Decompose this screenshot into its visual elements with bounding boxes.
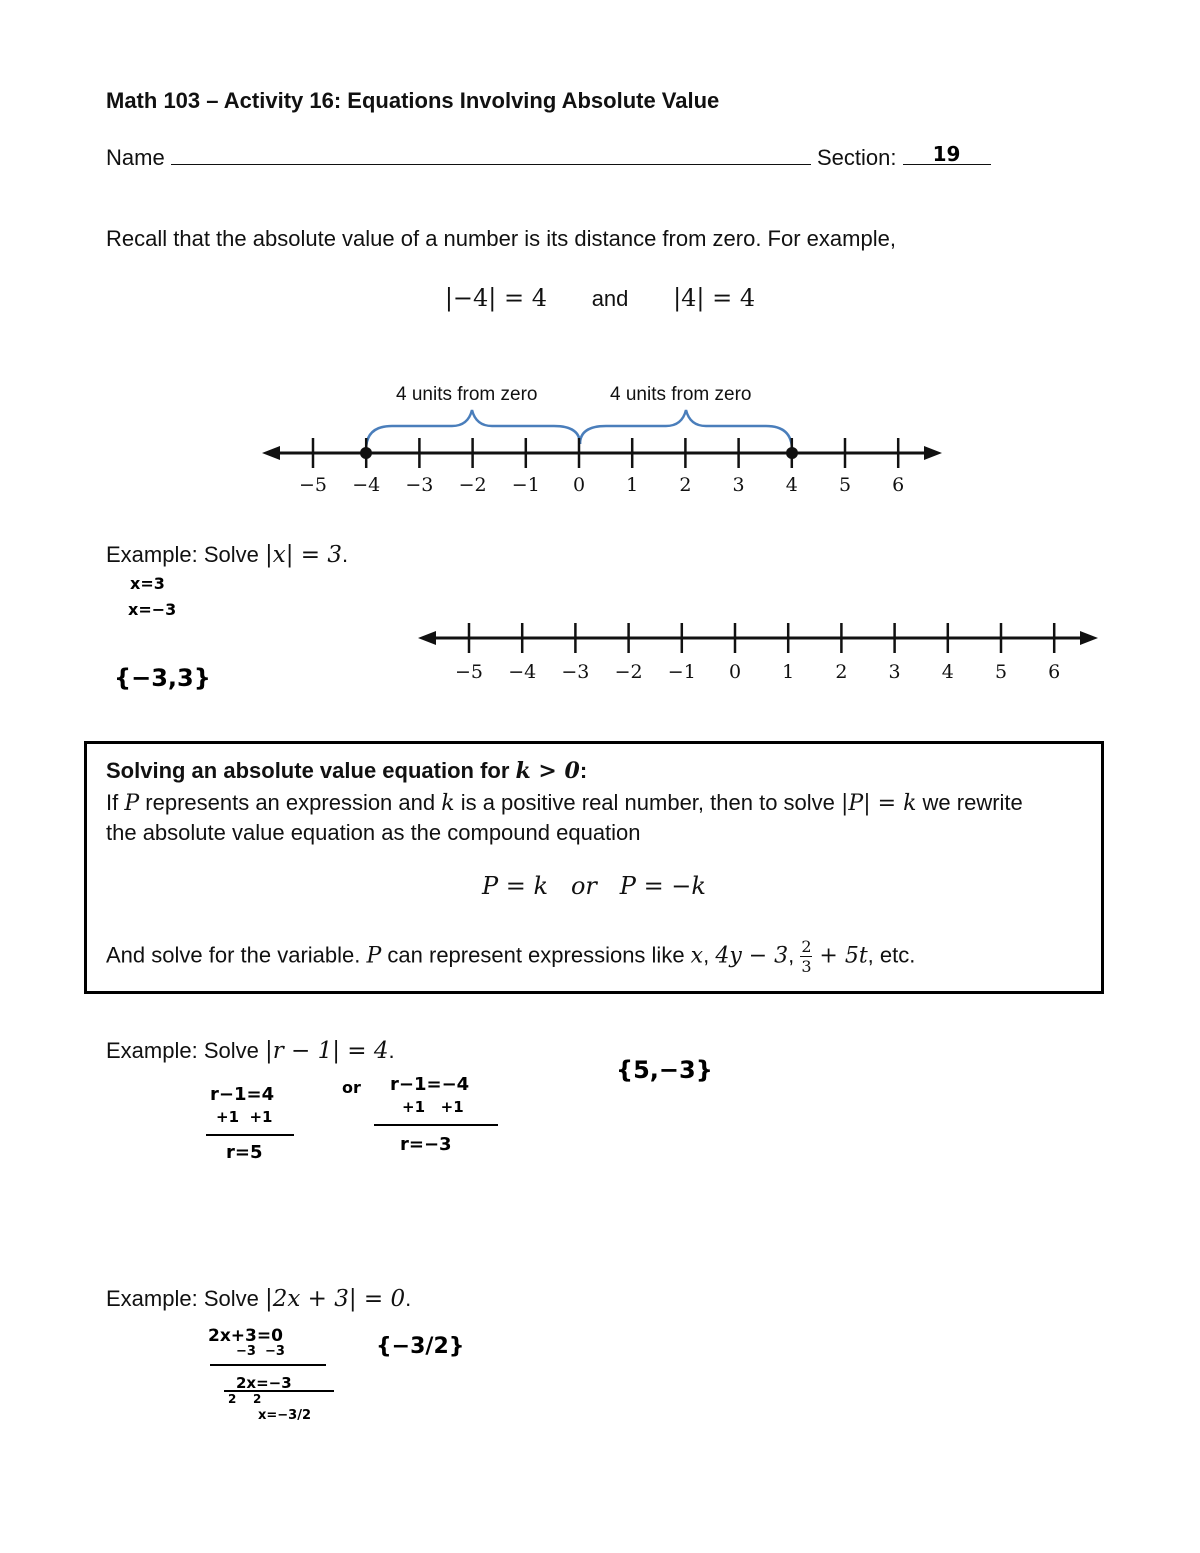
rule-line1: [106, 790, 1023, 816]
tick-label: −2: [458, 474, 487, 496]
example2-hw-a3: r=5: [226, 1142, 263, 1163]
rule-var-p: P: [124, 791, 140, 816]
tick-label: 1: [782, 661, 795, 683]
example3-hw-1: 2x+3=0: [208, 1326, 283, 1346]
rule-expr-5t: + 5t: [812, 943, 868, 969]
tick-label: −3: [405, 474, 434, 496]
rule-text: If: [106, 790, 125, 815]
abs-example-left: |−4| = 4: [444, 284, 548, 312]
section-label: Section:: [816, 145, 897, 170]
arrow-right-icon: [924, 446, 942, 460]
example1-prompt: Example: Solve: [106, 542, 265, 567]
tick-label: 3: [888, 661, 901, 683]
rule-var-p: P: [366, 943, 382, 969]
rule-text: can represent expressions like: [381, 942, 691, 968]
rule-text: ,: [703, 942, 716, 968]
tick-label: −4: [508, 661, 537, 683]
section-value: 19: [932, 142, 961, 166]
rule-text: is a positive real number, then to solve: [454, 790, 842, 815]
rule-eq-abs: |P| = k: [841, 791, 917, 816]
example1-hw-line2: x=−3: [128, 600, 177, 619]
example2-line: [106, 1038, 395, 1064]
example2-hw-rule-a: [206, 1134, 294, 1136]
frac-den: 3: [801, 957, 812, 976]
rule-title-colon: :: [579, 758, 588, 783]
rule-box-title: [106, 758, 587, 784]
number-line-distance: [0, 400, 1200, 510]
example2-hw-answer: {5,−3}: [616, 1056, 713, 1084]
rule-var-k: k: [441, 791, 455, 816]
tick-label: −1: [511, 474, 540, 496]
rule-line3: [106, 938, 915, 975]
rule-expr-4y: 4y − 3: [715, 943, 789, 969]
arrow-left-icon: [262, 446, 280, 460]
dot-neg4: [360, 447, 372, 459]
tick-label: 5: [838, 474, 852, 496]
abs-examples: [0, 284, 1200, 313]
tick-label: 6: [892, 474, 905, 496]
abs-example-right: |4| = 4: [673, 284, 756, 312]
example2-hw-b3: r=−3: [400, 1134, 452, 1155]
tick-label: 0: [728, 661, 742, 683]
example2-hw-or: or: [342, 1078, 361, 1097]
example1-period: .: [341, 542, 349, 567]
tick-label: −5: [298, 474, 328, 496]
tick-label: 1: [626, 474, 639, 496]
tick-label: 2: [679, 474, 692, 496]
brace-label-left: 4 units from zero: [396, 384, 538, 405]
example1-line: [106, 542, 348, 568]
example3-hw-5: x=−3/2: [258, 1408, 312, 1423]
tick-label: 4: [785, 474, 798, 496]
example3-hw-4: 2 2: [228, 1392, 262, 1406]
arrow-right-icon: [1080, 631, 1098, 645]
tick-label: −2: [614, 661, 643, 683]
tick-label: −3: [561, 661, 590, 683]
and-text: and: [591, 286, 629, 311]
section-blank: [903, 144, 991, 165]
example2-hw-b2: +1 +1: [402, 1098, 464, 1116]
example2-period: .: [388, 1038, 395, 1063]
name-label: Name: [106, 145, 165, 170]
rule-text: , etc.: [867, 942, 916, 968]
example1-hw-answer: {−3,3}: [114, 664, 211, 692]
example1-hw-line1: x=3: [130, 574, 165, 593]
rule-title-text: Solving an absolute value equation for: [106, 758, 516, 783]
rule-text: we rewrite: [916, 790, 1023, 815]
rule-line2: the absolute value equation as the compound equation: [106, 820, 641, 845]
tick-label: 2: [835, 661, 848, 683]
example3-period: .: [405, 1286, 412, 1311]
tick-label: 4: [941, 661, 954, 683]
tick-label: −4: [352, 474, 381, 496]
number-line-blank: [0, 600, 1200, 700]
example2-prompt: Example: Solve: [106, 1038, 265, 1063]
frac-num: 2: [801, 937, 812, 956]
example3-hw-answer: {−3/2}: [376, 1334, 465, 1359]
tick-label: −1: [667, 661, 696, 683]
example2-hw-a1: r−1=4: [210, 1084, 275, 1105]
compound-equation: P = k or P = −k: [482, 872, 706, 900]
example3-hw-3: 2x=−3: [236, 1374, 292, 1392]
example2-hw-rule-b: [374, 1124, 498, 1126]
rule-text: ,: [788, 942, 801, 968]
dot-pos4: [786, 447, 798, 459]
name-blank: [171, 144, 811, 165]
example3-line: [106, 1286, 411, 1312]
rule-fraction: [800, 938, 812, 975]
rule-title-math: k > 0: [515, 758, 580, 784]
tick-label: 0: [572, 474, 586, 496]
tick-label: 6: [1048, 661, 1061, 683]
example2-equation: |r − 1| = 4: [264, 1038, 389, 1064]
example3-equation: |2x + 3| = 0: [264, 1286, 406, 1312]
tick-label: −5: [454, 661, 484, 683]
name-section-line: [106, 144, 991, 171]
example2-hw-a2: +1 +1: [216, 1108, 273, 1126]
tick-label: 5: [994, 661, 1008, 683]
brace-label-right: 4 units from zero: [610, 384, 752, 405]
example3-prompt: Example: Solve: [106, 1286, 265, 1311]
recall-text: Recall that the absolute value of a number is its distance from zero. For example,: [106, 226, 896, 251]
arrow-left-icon: [418, 631, 436, 645]
page-title: Math 103 – Activity 16: Equations Involving Absolute Value: [106, 88, 720, 113]
rule-text: represents an expression and: [139, 790, 442, 815]
example2-hw-b1: r−1=−4: [390, 1074, 470, 1095]
example3-hw-2: −3 −3: [236, 1344, 285, 1359]
tick-label: 3: [732, 474, 745, 496]
example3-hw-rule-1: [210, 1364, 326, 1366]
rule-var-x: x: [690, 943, 704, 969]
rule-text: And solve for the variable.: [106, 942, 367, 968]
example1-equation: |x| = 3: [264, 542, 342, 568]
